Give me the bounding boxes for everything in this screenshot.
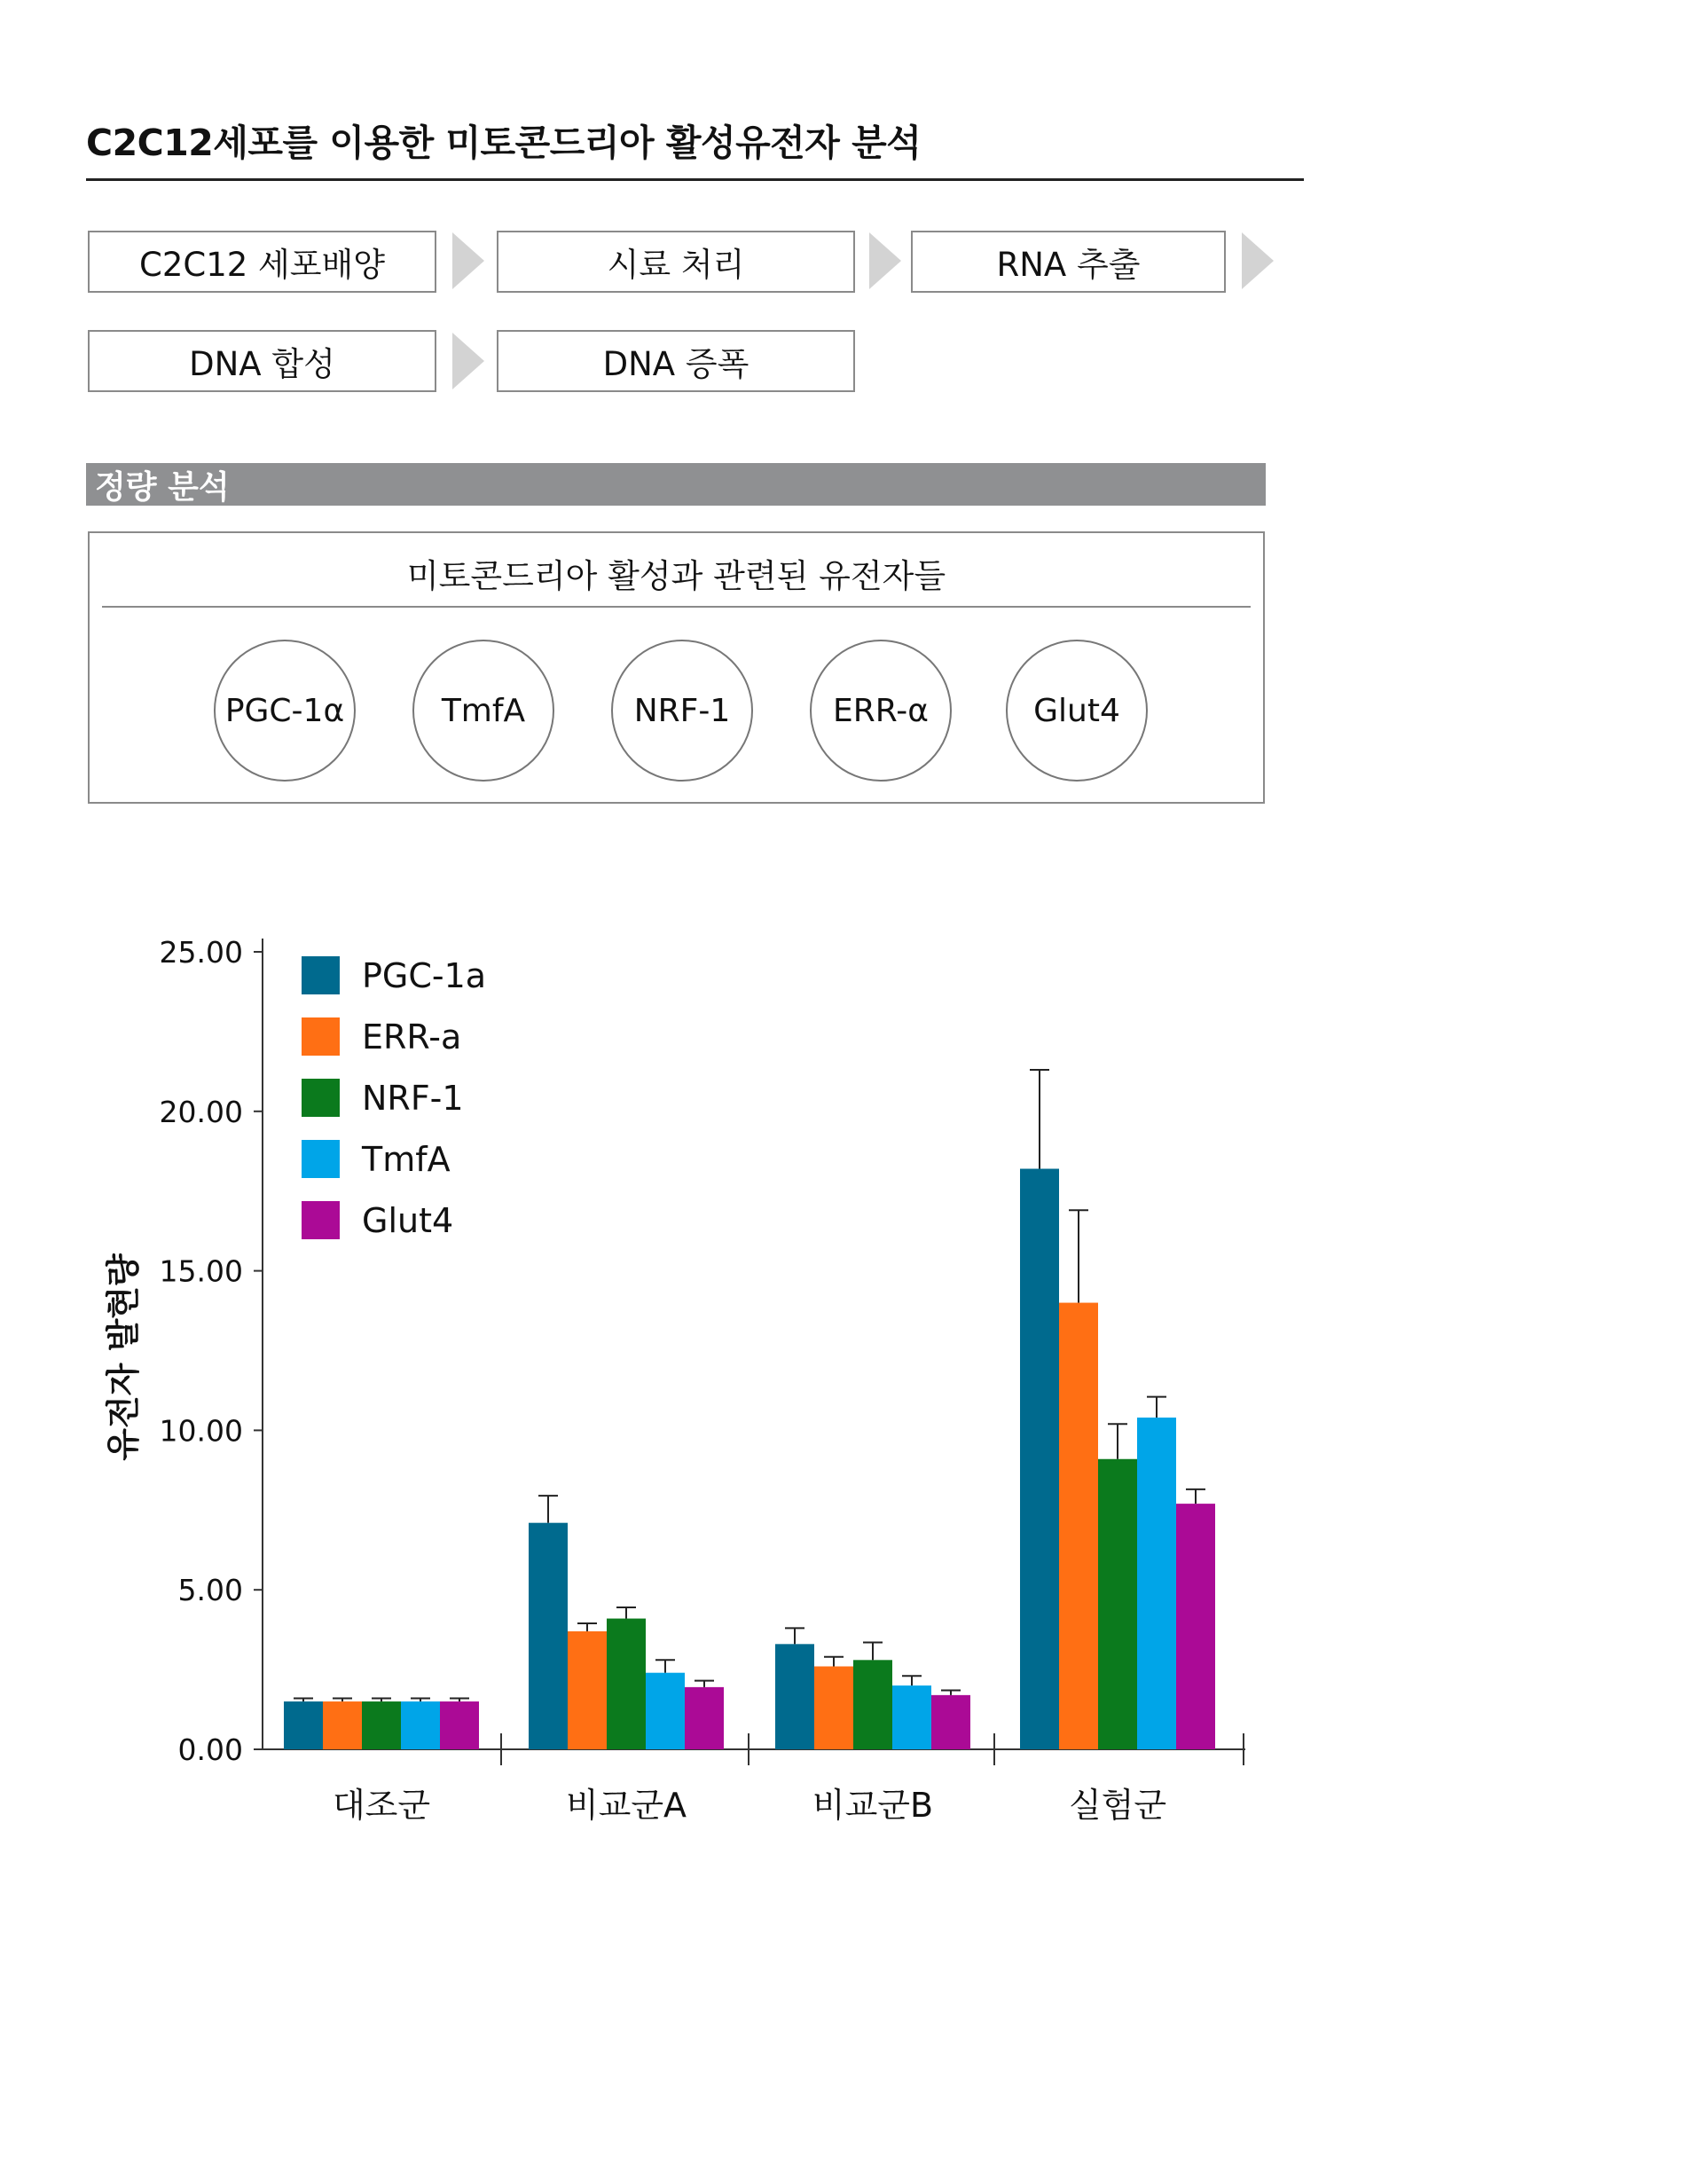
bar-err-a — [1059, 1303, 1098, 1749]
bar-nrf-1 — [853, 1660, 892, 1749]
step-sample-treatment: 시료 처리 — [497, 231, 855, 293]
x-category-label: 비교군A — [565, 1786, 687, 1825]
gene-circle-erra: ERR-α — [810, 640, 952, 782]
y-tick-label: 15.00 — [159, 1253, 243, 1289]
legend-label: ERR-a — [362, 1017, 462, 1057]
gene-circle-pgc1a: PGC-1α — [214, 640, 356, 782]
y-tick-label: 20.00 — [159, 1094, 243, 1129]
legend-label: TmfA — [362, 1140, 451, 1179]
bar-tmfa — [892, 1685, 931, 1749]
legend-swatch — [302, 1017, 340, 1056]
x-category-label: 대조군 — [332, 1786, 431, 1825]
x-category-label: 비교군B — [812, 1786, 934, 1825]
y-tick-label: 10.00 — [159, 1413, 243, 1449]
bar-nrf-1 — [607, 1619, 646, 1749]
step-cell-culture: C2C12 세포배양 — [88, 231, 436, 293]
legend-label: Glut4 — [362, 1201, 454, 1240]
bar-pgc-1a — [1020, 1169, 1059, 1749]
bar-nrf-1 — [362, 1701, 401, 1749]
bar-nrf-1 — [1098, 1459, 1137, 1749]
bar-err-a — [323, 1701, 362, 1749]
x-category-label: 실험군 — [1068, 1786, 1167, 1825]
y-tick-label: 0.00 — [177, 1732, 243, 1767]
bar-glut4 — [685, 1687, 724, 1749]
step-dna-amplification: DNA 증폭 — [497, 330, 855, 392]
gene-circle-tmfa: TmfA — [412, 640, 554, 782]
bar-err-a — [814, 1667, 853, 1749]
y-tick-label: 5.00 — [177, 1573, 243, 1608]
legend-swatch — [302, 956, 340, 994]
bar-glut4 — [440, 1701, 479, 1749]
section-header: 정량 분석 — [86, 463, 1266, 506]
gene-panel-title: 미토콘드리아 활성과 관련된 유전자들 — [406, 557, 946, 595]
gene-circle-nrf1: NRF-1 — [611, 640, 753, 782]
bar-tmfa — [646, 1673, 685, 1749]
bar-glut4 — [931, 1695, 970, 1749]
y-axis-label: 유전자 발현량 — [104, 1253, 143, 1461]
page-title: C2C12세포를 이용한 미토콘드리아 활성유전자 분석 — [86, 122, 922, 164]
bar-glut4 — [1176, 1504, 1215, 1749]
legend-swatch — [302, 1079, 340, 1117]
y-tick-label: 25.00 — [159, 935, 243, 970]
gene-circle-glut4: Glut4 — [1006, 640, 1148, 782]
legend-label: PGC-1a — [362, 956, 487, 995]
bar-pgc-1a — [775, 1644, 814, 1749]
legend-swatch — [302, 1201, 340, 1239]
legend-swatch — [302, 1140, 340, 1178]
step-dna-synthesis: DNA 합성 — [88, 330, 436, 392]
bar-tmfa — [1137, 1418, 1176, 1749]
step-rna-extraction: RNA 추출 — [911, 231, 1226, 293]
bar-err-a — [568, 1631, 607, 1749]
bar-pgc-1a — [284, 1701, 323, 1749]
bar-tmfa — [401, 1701, 440, 1749]
bar-pgc-1a — [529, 1523, 568, 1749]
legend-label: NRF-1 — [362, 1079, 464, 1118]
